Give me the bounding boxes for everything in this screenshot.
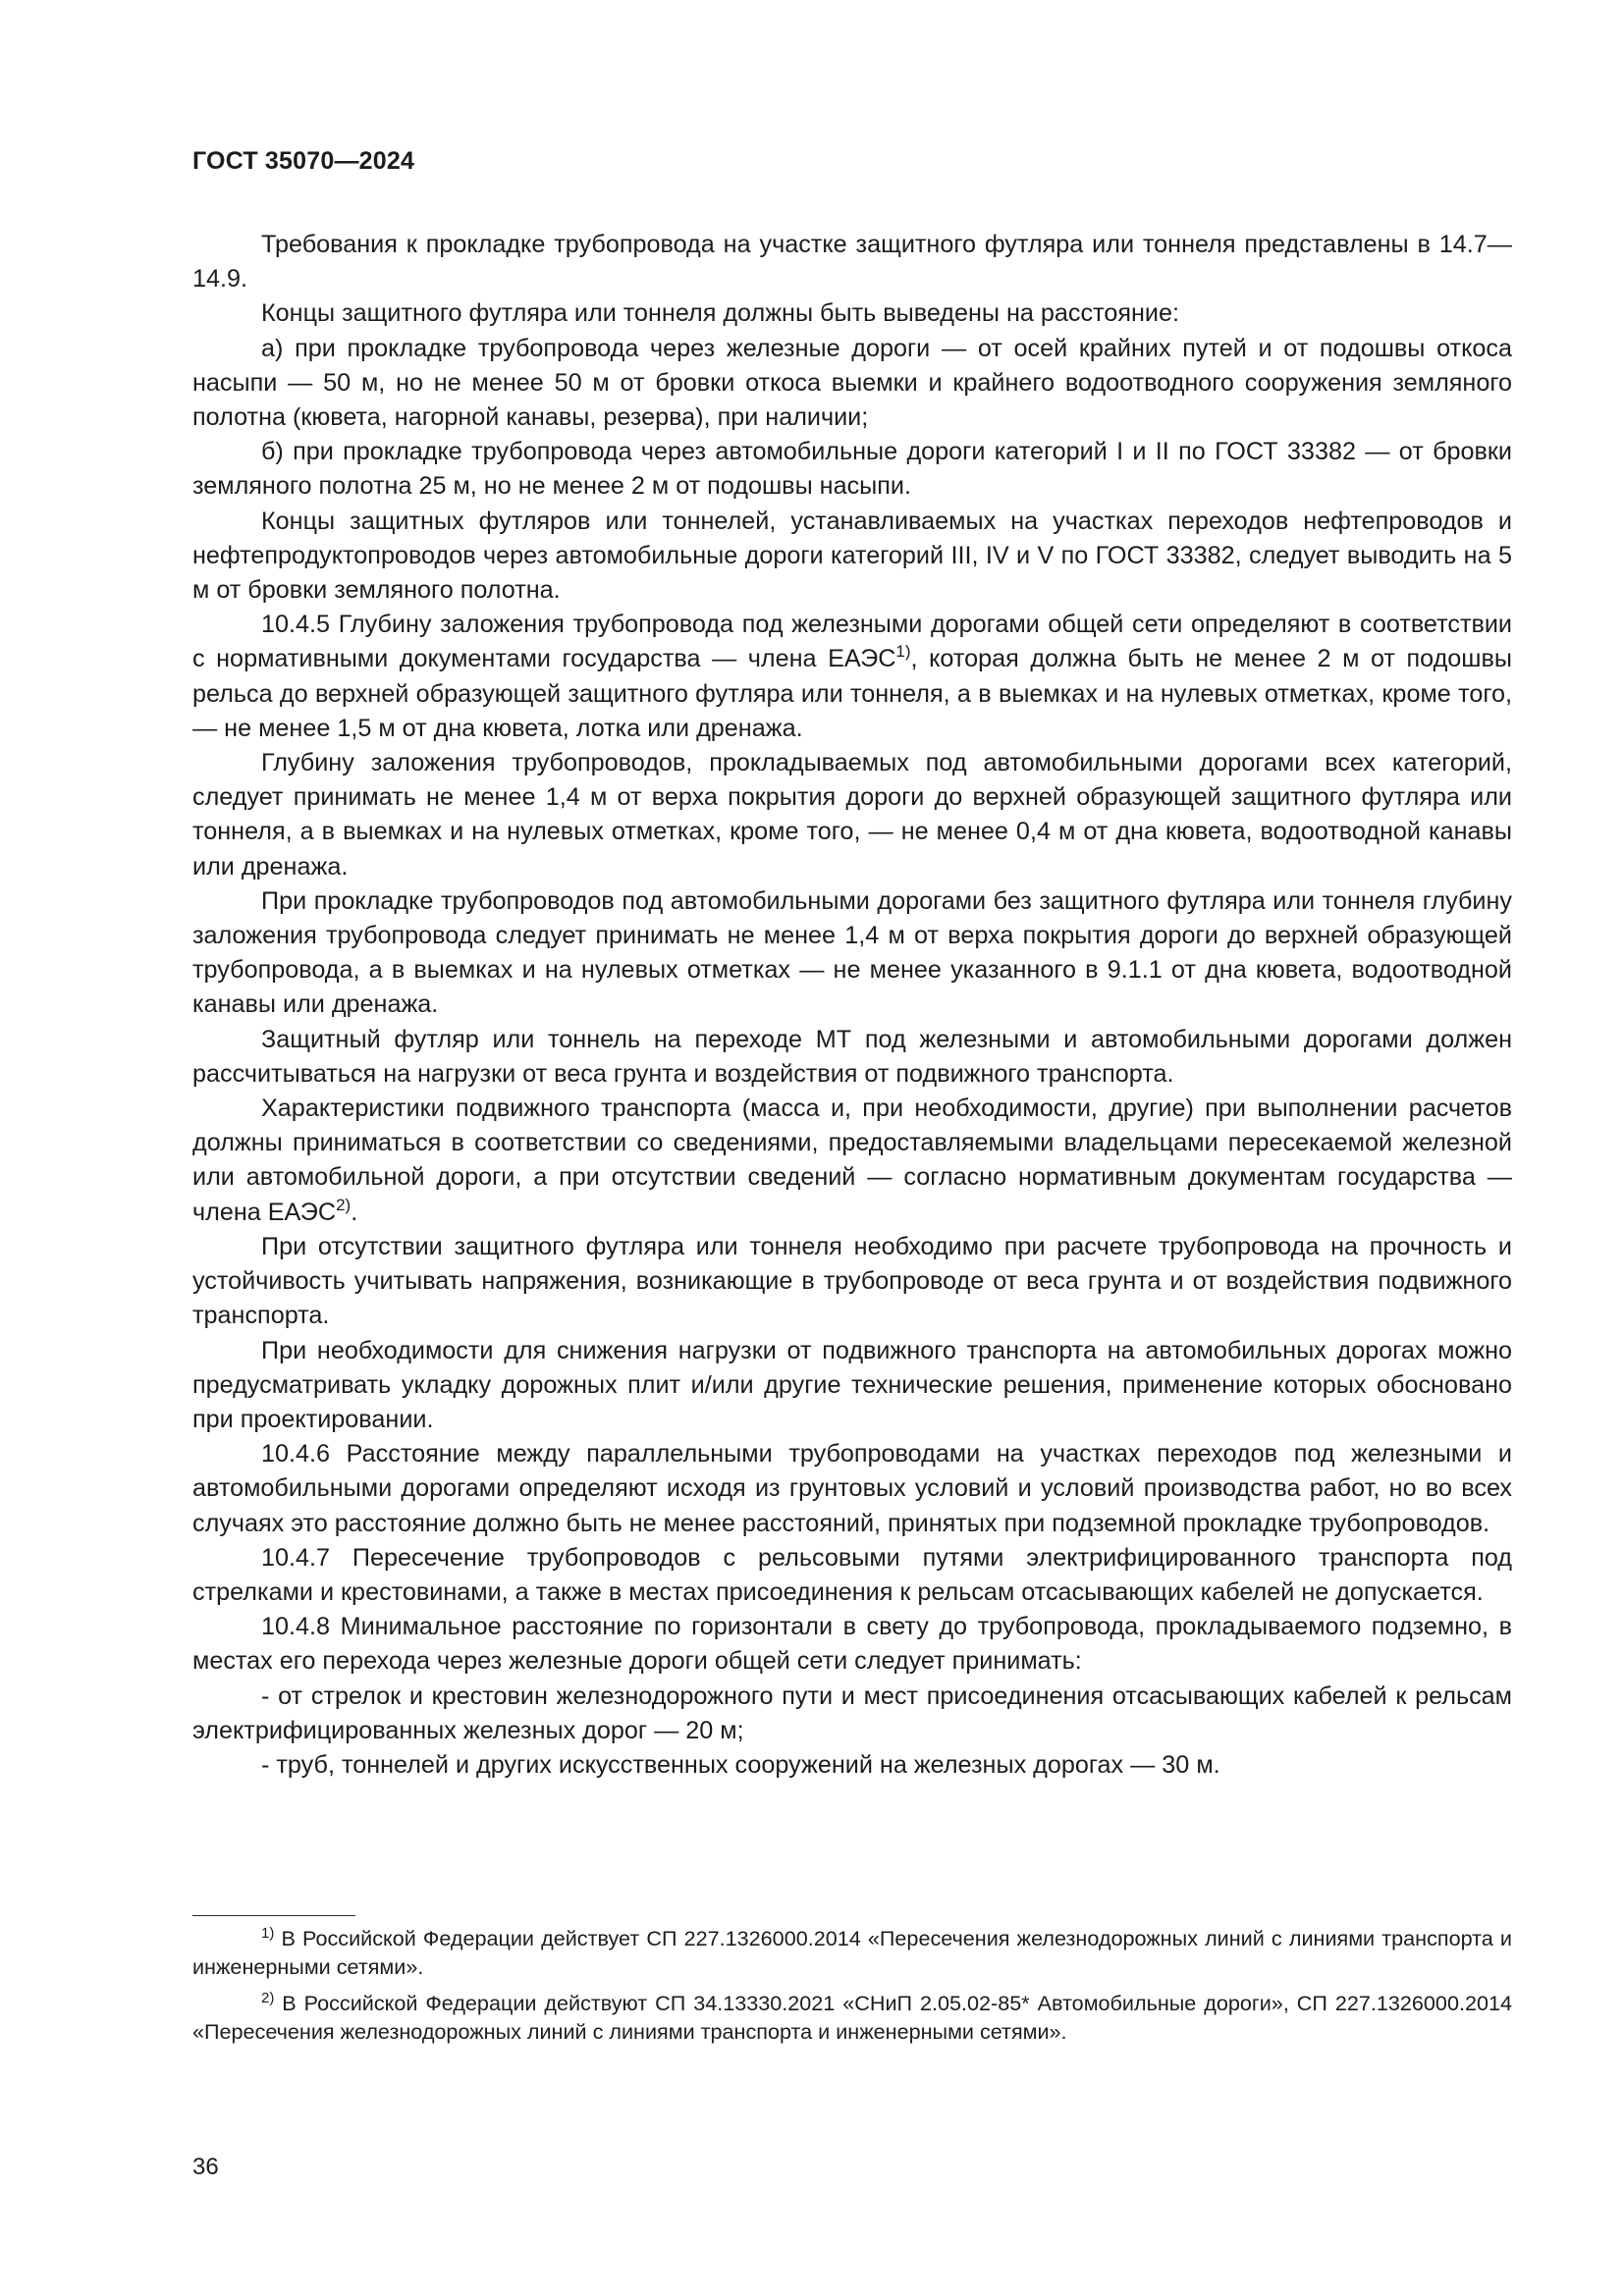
footnote-mark: 1) (261, 1925, 275, 1942)
paragraph: Концы защитного футляра или тоннеля должны быть выведены на расстояние: (261, 299, 1179, 328)
document-header: ГОСТ 35070—2024 (192, 147, 415, 175)
paragraph: При необходимости для снижения нагрузки от подвижного транспорта на автомобильных дорогах можно предусматривать укладку дорожных плит и/или другие технические решения, применение которых обосновано при проектировании. (192, 1336, 1512, 1433)
paragraph: При отсутствии защитного футляра или тоннеля необходимо при расчете трубопровода на прочность и устойчивость учитывать напряжения, возникающие в трубопроводе от веса грунта и от воздействия подвижного транспорта. (192, 1232, 1512, 1330)
clause-10-4-5 (192, 608, 1512, 746)
dash-list-item: - труб, тоннелей и других искусственных сооружений на железных дорогах — 30 м. (261, 1750, 1220, 1779)
footnote-1 (192, 1924, 1512, 1981)
list-item-b: б) при прокладке трубопровода через автомобильные дороги категорий I и II по ГОСТ 33382 — от бровки земляного полотна 25 м, но не менее 2 м от подошвы насыпи. (192, 438, 1512, 501)
footnote-separator (192, 1915, 355, 1916)
document-body (192, 228, 1512, 1783)
footnote-ref-1[interactable]: 1) (895, 642, 911, 662)
footnote-text: В Российской Федерации действует СП 227.1326000.2014 «Пересечения железнодорожных линий с линиями транспорта и инженерными сетями». (192, 1926, 1512, 1979)
footnote-ref-2[interactable]: 2) (336, 1195, 352, 1214)
clause-text: , которая должна быть не менее 2 м от подошвы рельса до верхней образующей защитного футляра или тоннеля, а в выемках и на нулевых отметках, кроме того, — не менее 1,5 м от дна кювета, лотка или дренажа. (192, 645, 1512, 742)
paragraph (192, 1092, 1512, 1230)
page-number: 36 (192, 2154, 219, 2180)
footnote-2 (192, 1989, 1512, 2046)
paragraph: Глубину заложения трубопроводов, прокладываемых под автомобильными дорогами всех категорий, следует принимать не менее 1,4 м от верха покрытия дороги до верхней образующей защитного футляра или тоннеля, а в выемках и на нулевых отметках, кроме того, — не менее 0,4 м от дна кювета, водоотводной канавы или дренажа. (192, 749, 1512, 881)
paragraph: Требования к прокладке трубопровода на участке защитного футляра или тоннеля представлены в 14.7—14.9. (192, 231, 1512, 294)
clause-10-4-8: 10.4.8 Минимальное расстояние по горизонтали в свету до трубопровода, прокладываемого подземно, в местах его перехода через железные дороги общей сети следует принимать: (192, 1613, 1512, 1676)
footnote-text: В Российской Федерации действуют СП 34.13330.2021 «СНиП 2.05.02-85* Автомобильные дороги», СП 227.1326000.2014 «Пересечения железнодорожных линий с линиями транспорта и инженерными сетями». (192, 1991, 1512, 2044)
paragraph-text: . (351, 1198, 358, 1226)
list-item-a: а) при прокладке трубопровода через железные дороги — от осей крайних путей и от подошвы откоса насыпи — 50 м, но не менее 50 м от бровки откоса выемки и крайнего водоотводного сооружения земляного полотна (кювета, нагорной канавы, резерва), при наличии; (192, 334, 1512, 432)
dash-list-item: - от стрелок и крестовин железнодорожного пути и мест присоединения отсасывающих кабелей к рельсам электрифицированных железных дорог — 20 м; (192, 1682, 1512, 1744)
paragraph: Защитный футляр или тоннель на переходе МТ под железными и автомобильными дорогами должен рассчитываться на нагрузки от веса грунта и воздействия от подвижного транспорта. (192, 1025, 1512, 1088)
footnote-mark: 2) (261, 1990, 275, 2006)
clause-10-4-6: 10.4.6 Расстояние между параллельными трубопроводами на участках переходов под железными и автомобильными дорогами определяют исходя из грунтовых условий и условий производства работ, но во всех случаях это расстояние должно быть не менее расстояний, принятых при подземной прокладке трубопроводов. (192, 1440, 1512, 1537)
clause-10-4-7: 10.4.7 Пересечение трубопроводов с рельсовыми путями электрифицированного транспорта под стрелками и крестовинами, а также в местах присоединения к рельсам отсасывающих кабелей не допускается. (192, 1543, 1512, 1606)
paragraph: При прокладке трубопроводов под автомобильными дорогами без защитного футляра или тоннеля глубину заложения трубопровода следует принимать не менее 1,4 м от верха покрытия дороги до верхней образующей трубопровода, а в выемках и на нулевых отметках — не менее указанного в 9.1.1 от дна кювета, водоотводной канавы или дренажа. (192, 886, 1512, 1019)
paragraph-text: Характеристики подвижного транспорта (масса и, при необходимости, другие) при выполнении расчетов должны приниматься в соответствии со сведениями, предоставляемыми владельцами пересекаемой железной или автомобильной дороги, а при отсутствии сведений — согласно нормативным документам государства — члена ЕАЭС (192, 1095, 1512, 1226)
footnotes (192, 1924, 1512, 2054)
clause-text: 10.4.5 Глубину заложения трубопровода под железными дорогами общей сети определяют в соответствии с нормативными документами государства — члена ЕАЭС (192, 611, 1512, 673)
paragraph: Концы защитных футляров или тоннелей, устанавливаемых на участках переходов нефтепроводов и нефтепродуктопроводов через автомобильные дороги категорий III, IV и V по ГОСТ 33382, следует выводить на 5 м от бровки земляного полотна. (192, 507, 1512, 605)
